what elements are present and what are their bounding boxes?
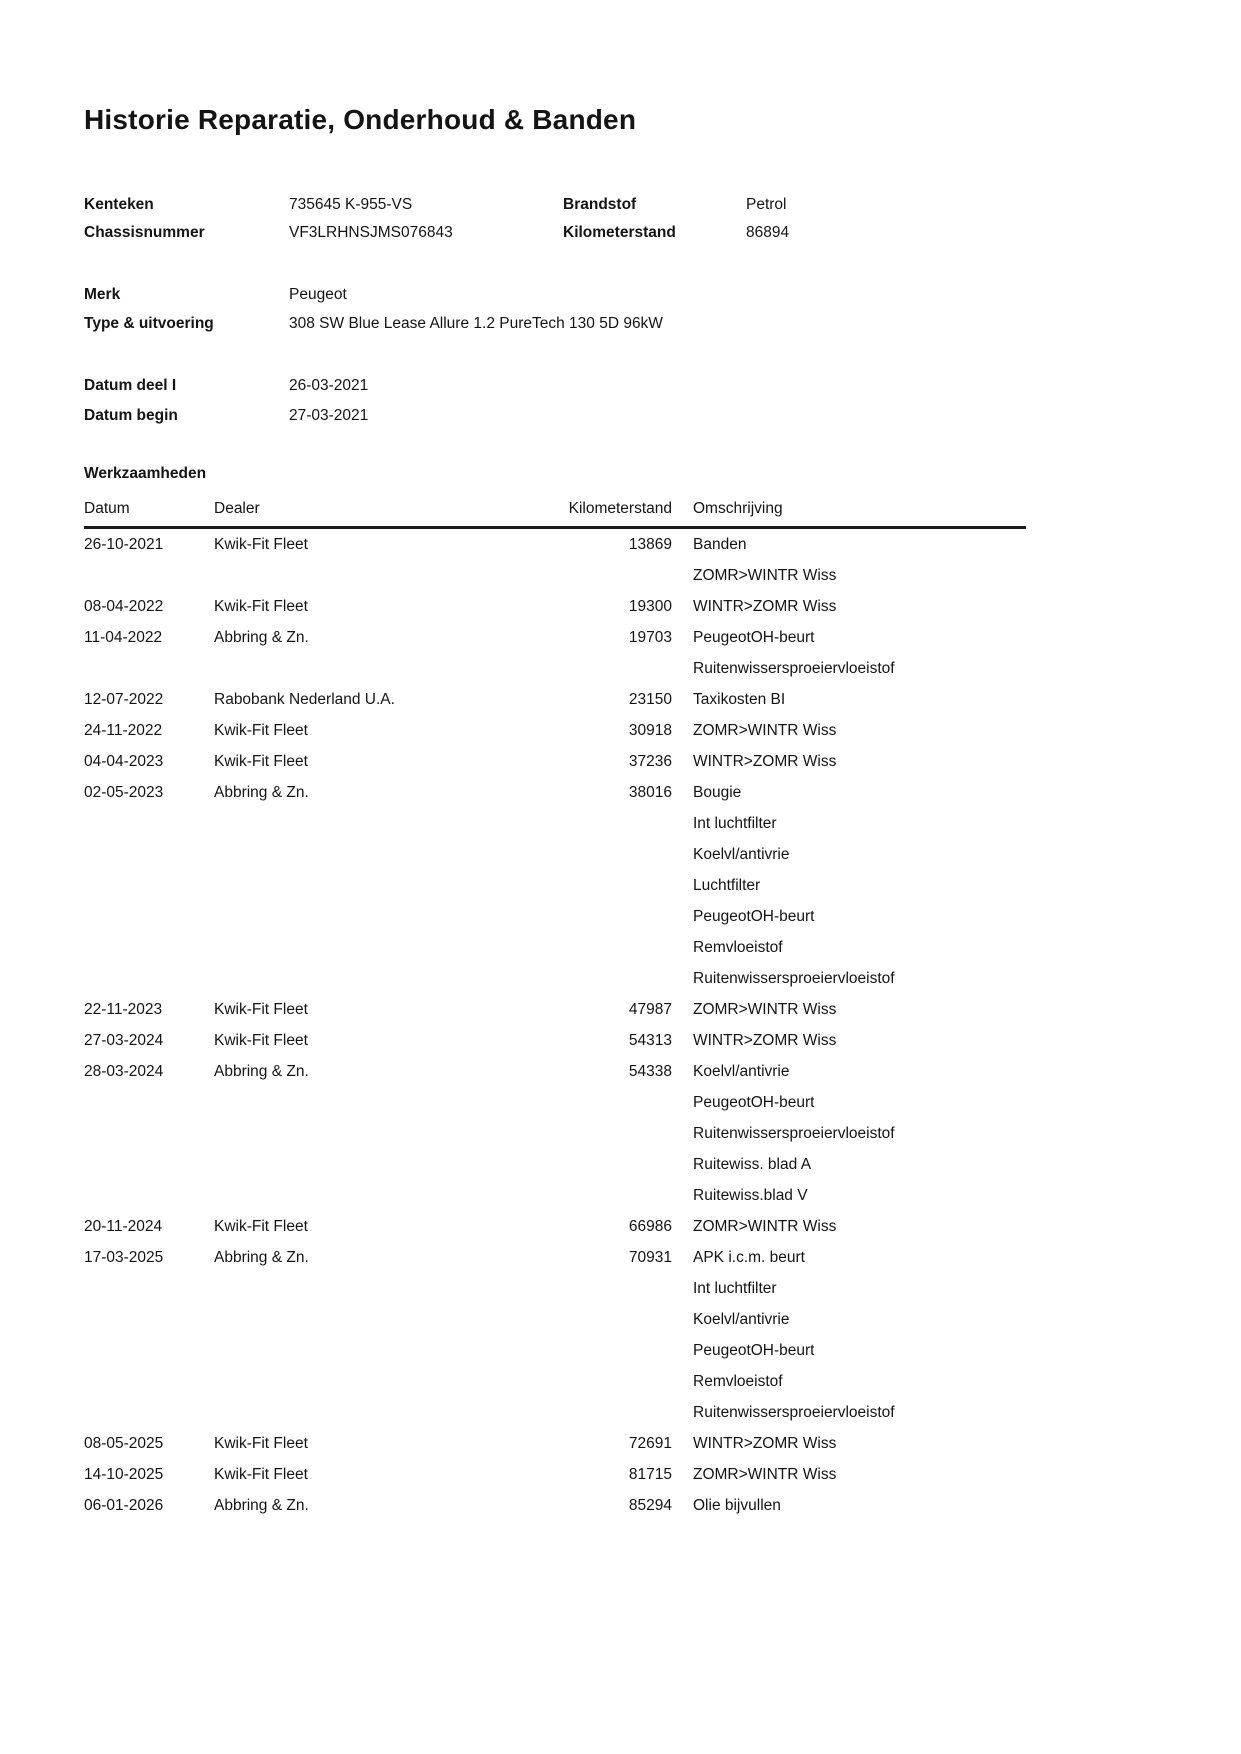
info-row-datum-begin <box>84 400 1026 431</box>
table-row <box>84 1273 1026 1304</box>
cell-omschrijving: Taxikosten BI <box>693 691 786 708</box>
cell-datum: 11-04-2022 <box>84 629 163 646</box>
cell-kilometerstand: 70931 <box>628 1249 672 1266</box>
table-row <box>84 1335 1026 1366</box>
cell-datum: 17-03-2025 <box>84 1249 164 1266</box>
cell-datum: 02-05-2023 <box>84 784 164 801</box>
cell-dealer <box>214 560 545 591</box>
cell-dealer: Abbring & Zn. <box>214 784 309 801</box>
cell-kilometerstand <box>545 932 672 963</box>
info-row-chassisnummer <box>84 219 1026 247</box>
cell-kilometerstand <box>545 1087 672 1118</box>
table-row <box>84 529 1026 560</box>
cell-dealer: Abbring & Zn. <box>214 1063 309 1080</box>
cell-omschrijving: WINTR>ZOMR Wiss <box>693 1435 837 1452</box>
cell-kilometerstand <box>545 963 672 994</box>
work-table <box>84 495 1026 1521</box>
table-row <box>84 622 1026 653</box>
cell-datum <box>84 1118 214 1149</box>
table-row <box>84 746 1026 777</box>
table-row <box>84 1397 1026 1428</box>
cell-dealer <box>214 963 545 994</box>
table-row <box>84 1180 1026 1211</box>
cell-dealer <box>214 1273 545 1304</box>
cell-dealer <box>214 1118 545 1149</box>
cell-datum: 26-10-2021 <box>84 536 164 553</box>
kilometerstand-value: 86894 <box>746 224 790 241</box>
cell-omschrijving: Ruitewiss.blad V <box>693 1187 808 1204</box>
table-row <box>84 1459 1026 1490</box>
cell-omschrijving: Int luchtfilter <box>693 815 777 832</box>
cell-dealer <box>214 839 545 870</box>
kenteken-label: Kenteken <box>84 196 154 213</box>
cell-omschrijving: ZOMR>WINTR Wiss <box>693 1001 837 1018</box>
table-row <box>84 715 1026 746</box>
cell-kilometerstand: 72691 <box>628 1435 672 1452</box>
work-table-header <box>84 495 1026 529</box>
table-row <box>84 1366 1026 1397</box>
cell-kilometerstand <box>545 1335 672 1366</box>
datum-deel1-label: Datum deel I <box>84 377 177 394</box>
table-row <box>84 653 1026 684</box>
cell-omschrijving: Koelvl/antivrie <box>693 1311 790 1328</box>
cell-kilometerstand <box>545 870 672 901</box>
cell-dealer <box>214 1087 545 1118</box>
table-row <box>84 1025 1026 1056</box>
cell-kilometerstand <box>545 1304 672 1335</box>
cell-datum: 12-07-2022 <box>84 691 164 708</box>
cell-datum <box>84 963 214 994</box>
cell-dealer <box>214 1366 545 1397</box>
table-row <box>84 1242 1026 1273</box>
cell-kilometerstand <box>545 1397 672 1428</box>
cell-kilometerstand <box>545 1180 672 1211</box>
cell-datum <box>84 901 214 932</box>
cell-kilometerstand <box>545 901 672 932</box>
table-row <box>84 839 1026 870</box>
cell-kilometerstand: 19300 <box>628 598 672 615</box>
chassisnummer-label: Chassisnummer <box>84 224 205 241</box>
cell-omschrijving: Ruitenwissersproeiervloeistof <box>693 970 895 987</box>
cell-kilometerstand <box>545 1118 672 1149</box>
cell-kilometerstand: 37236 <box>628 753 672 770</box>
cell-omschrijving: Ruitenwissersproeiervloeistof <box>693 660 895 677</box>
cell-datum <box>84 808 214 839</box>
cell-kilometerstand <box>545 1273 672 1304</box>
cell-dealer: Kwik-Fit Fleet <box>214 536 308 553</box>
cell-kilometerstand: 23150 <box>628 691 672 708</box>
cell-kilometerstand: 47987 <box>628 1001 672 1018</box>
table-row <box>84 808 1026 839</box>
cell-omschrijving: PeugeotOH-beurt <box>693 629 815 646</box>
work-table-body <box>84 529 1026 1521</box>
cell-omschrijving: PeugeotOH-beurt <box>693 1094 815 1111</box>
cell-datum: 24-11-2022 <box>84 722 163 739</box>
cell-kilometerstand: 38016 <box>628 784 672 801</box>
cell-omschrijving: Remvloeistof <box>693 939 783 956</box>
table-row <box>84 777 1026 808</box>
cell-kilometerstand: 54338 <box>628 1063 672 1080</box>
info-row-type <box>84 309 1026 338</box>
cell-kilometerstand <box>545 1366 672 1397</box>
column-header-dealer: Dealer <box>214 500 260 517</box>
cell-dealer: Abbring & Zn. <box>214 1249 309 1266</box>
cell-datum <box>84 839 214 870</box>
cell-datum: 22-11-2023 <box>84 1001 163 1018</box>
cell-kilometerstand <box>545 1149 672 1180</box>
cell-datum: 06-01-2026 <box>84 1497 164 1514</box>
table-row <box>84 1149 1026 1180</box>
table-row <box>84 870 1026 901</box>
cell-kilometerstand <box>545 808 672 839</box>
cell-datum: 14-10-2025 <box>84 1466 164 1483</box>
table-row <box>84 1490 1026 1521</box>
type-uitvoering-value: 308 SW Blue Lease Allure 1.2 PureTech 130 5D 96kW <box>289 315 663 332</box>
type-uitvoering-label: Type & uitvoering <box>84 315 214 332</box>
cell-omschrijving: WINTR>ZOMR Wiss <box>693 753 837 770</box>
table-row <box>84 1118 1026 1149</box>
cell-kilometerstand: 13869 <box>628 536 672 553</box>
cell-omschrijving: ZOMR>WINTR Wiss <box>693 722 837 739</box>
table-row <box>84 591 1026 622</box>
brandstof-label: Brandstof <box>563 196 637 213</box>
cell-dealer: Kwik-Fit Fleet <box>214 1466 308 1483</box>
cell-datum <box>84 870 214 901</box>
cell-omschrijving: WINTR>ZOMR Wiss <box>693 1032 837 1049</box>
vehicle-info <box>84 191 1026 431</box>
cell-dealer: Kwik-Fit Fleet <box>214 1218 308 1235</box>
cell-dealer: Abbring & Zn. <box>214 1497 309 1514</box>
kenteken-value: 735645 K-955-VS <box>289 196 413 213</box>
cell-dealer: Kwik-Fit Fleet <box>214 598 308 615</box>
cell-omschrijving: WINTR>ZOMR Wiss <box>693 598 837 615</box>
cell-omschrijving: PeugeotOH-beurt <box>693 908 815 925</box>
chassisnummer-value: VF3LRHNSJMS076843 <box>289 224 453 241</box>
cell-omschrijving: Ruitenwissersproeiervloeistof <box>693 1125 895 1142</box>
datum-begin-label: Datum begin <box>84 407 178 424</box>
cell-dealer: Rabobank Nederland U.A. <box>214 691 395 708</box>
cell-kilometerstand: 66986 <box>628 1218 672 1235</box>
cell-dealer <box>214 1149 545 1180</box>
cell-datum <box>84 653 214 684</box>
cell-dealer <box>214 870 545 901</box>
cell-omschrijving: Int luchtfilter <box>693 1280 777 1297</box>
table-row <box>84 1087 1026 1118</box>
cell-omschrijving: ZOMR>WINTR Wiss <box>693 567 837 584</box>
merk-label: Merk <box>84 286 121 303</box>
table-row <box>84 1304 1026 1335</box>
cell-omschrijving: PeugeotOH-beurt <box>693 1342 815 1359</box>
cell-datum <box>84 1087 214 1118</box>
cell-dealer <box>214 1180 545 1211</box>
merk-value: Peugeot <box>289 286 347 303</box>
cell-omschrijving: Koelvl/antivrie <box>693 846 790 863</box>
table-row <box>84 1056 1026 1087</box>
column-header-datum: Datum <box>84 500 130 517</box>
table-row <box>84 684 1026 715</box>
cell-omschrijving: Luchtfilter <box>693 877 761 894</box>
cell-datum <box>84 1304 214 1335</box>
cell-omschrijving: APK i.c.m. beurt <box>693 1249 805 1266</box>
cell-omschrijving: Olie bijvullen <box>693 1497 781 1514</box>
cell-datum: 27-03-2024 <box>84 1032 164 1049</box>
cell-dealer <box>214 1335 545 1366</box>
table-row <box>84 1211 1026 1242</box>
column-header-kilometerstand: Kilometerstand <box>568 500 672 517</box>
table-row <box>84 994 1026 1025</box>
cell-dealer: Kwik-Fit Fleet <box>214 1435 308 1452</box>
cell-kilometerstand: 19703 <box>628 629 672 646</box>
cell-kilometerstand <box>545 653 672 684</box>
table-row <box>84 932 1026 963</box>
cell-dealer <box>214 808 545 839</box>
info-row-kenteken <box>84 191 1026 219</box>
table-row <box>84 963 1026 994</box>
cell-datum: 20-11-2024 <box>84 1218 163 1235</box>
cell-datum <box>84 1149 214 1180</box>
cell-datum: 08-05-2025 <box>84 1435 164 1452</box>
kilometerstand-label: Kilometerstand <box>563 224 676 241</box>
cell-dealer <box>214 1304 545 1335</box>
cell-dealer <box>214 901 545 932</box>
column-header-omschrijving: Omschrijving <box>693 500 783 517</box>
cell-omschrijving: ZOMR>WINTR Wiss <box>693 1218 837 1235</box>
cell-datum <box>84 1180 214 1211</box>
cell-dealer: Abbring & Zn. <box>214 629 309 646</box>
cell-kilometerstand: 54313 <box>628 1032 672 1049</box>
cell-kilometerstand: 30918 <box>628 722 672 739</box>
cell-datum <box>84 932 214 963</box>
cell-dealer <box>214 1397 545 1428</box>
cell-dealer: Kwik-Fit Fleet <box>214 1001 308 1018</box>
cell-omschrijving: Ruitenwissersproeiervloeistof <box>693 1404 895 1421</box>
cell-dealer: Kwik-Fit Fleet <box>214 722 308 739</box>
page-title: Historie Reparatie, Onderhoud & Banden <box>84 104 637 135</box>
cell-datum <box>84 1366 214 1397</box>
cell-datum: 28-03-2024 <box>84 1063 164 1080</box>
brandstof-value: Petrol <box>746 196 787 213</box>
cell-omschrijving: Remvloeistof <box>693 1373 783 1390</box>
cell-kilometerstand: 85294 <box>628 1497 672 1514</box>
info-row-merk <box>84 280 1026 309</box>
datum-deel1-value: 26-03-2021 <box>289 377 369 394</box>
cell-datum: 08-04-2022 <box>84 598 164 615</box>
cell-kilometerstand: 81715 <box>628 1466 672 1483</box>
cell-datum <box>84 560 214 591</box>
table-row <box>84 1428 1026 1459</box>
cell-datum <box>84 1335 214 1366</box>
cell-datum <box>84 1397 214 1428</box>
cell-kilometerstand <box>545 560 672 591</box>
table-row <box>84 560 1026 591</box>
cell-dealer <box>214 653 545 684</box>
cell-omschrijving: Koelvl/antivrie <box>693 1063 790 1080</box>
cell-omschrijving: ZOMR>WINTR Wiss <box>693 1466 837 1483</box>
cell-omschrijving: Bougie <box>693 784 742 801</box>
cell-omschrijving: Banden <box>693 536 747 553</box>
cell-dealer <box>214 932 545 963</box>
datum-begin-value: 27-03-2021 <box>289 407 369 424</box>
werkzaamheden-heading: Werkzaamheden <box>84 465 207 482</box>
cell-omschrijving: Ruitewiss. blad A <box>693 1156 812 1173</box>
cell-dealer: Kwik-Fit Fleet <box>214 753 308 770</box>
info-row-datum-deel1 <box>84 371 1026 400</box>
cell-dealer: Kwik-Fit Fleet <box>214 1032 308 1049</box>
cell-kilometerstand <box>545 839 672 870</box>
cell-datum: 04-04-2023 <box>84 753 164 770</box>
cell-datum <box>84 1273 214 1304</box>
table-row <box>84 901 1026 932</box>
